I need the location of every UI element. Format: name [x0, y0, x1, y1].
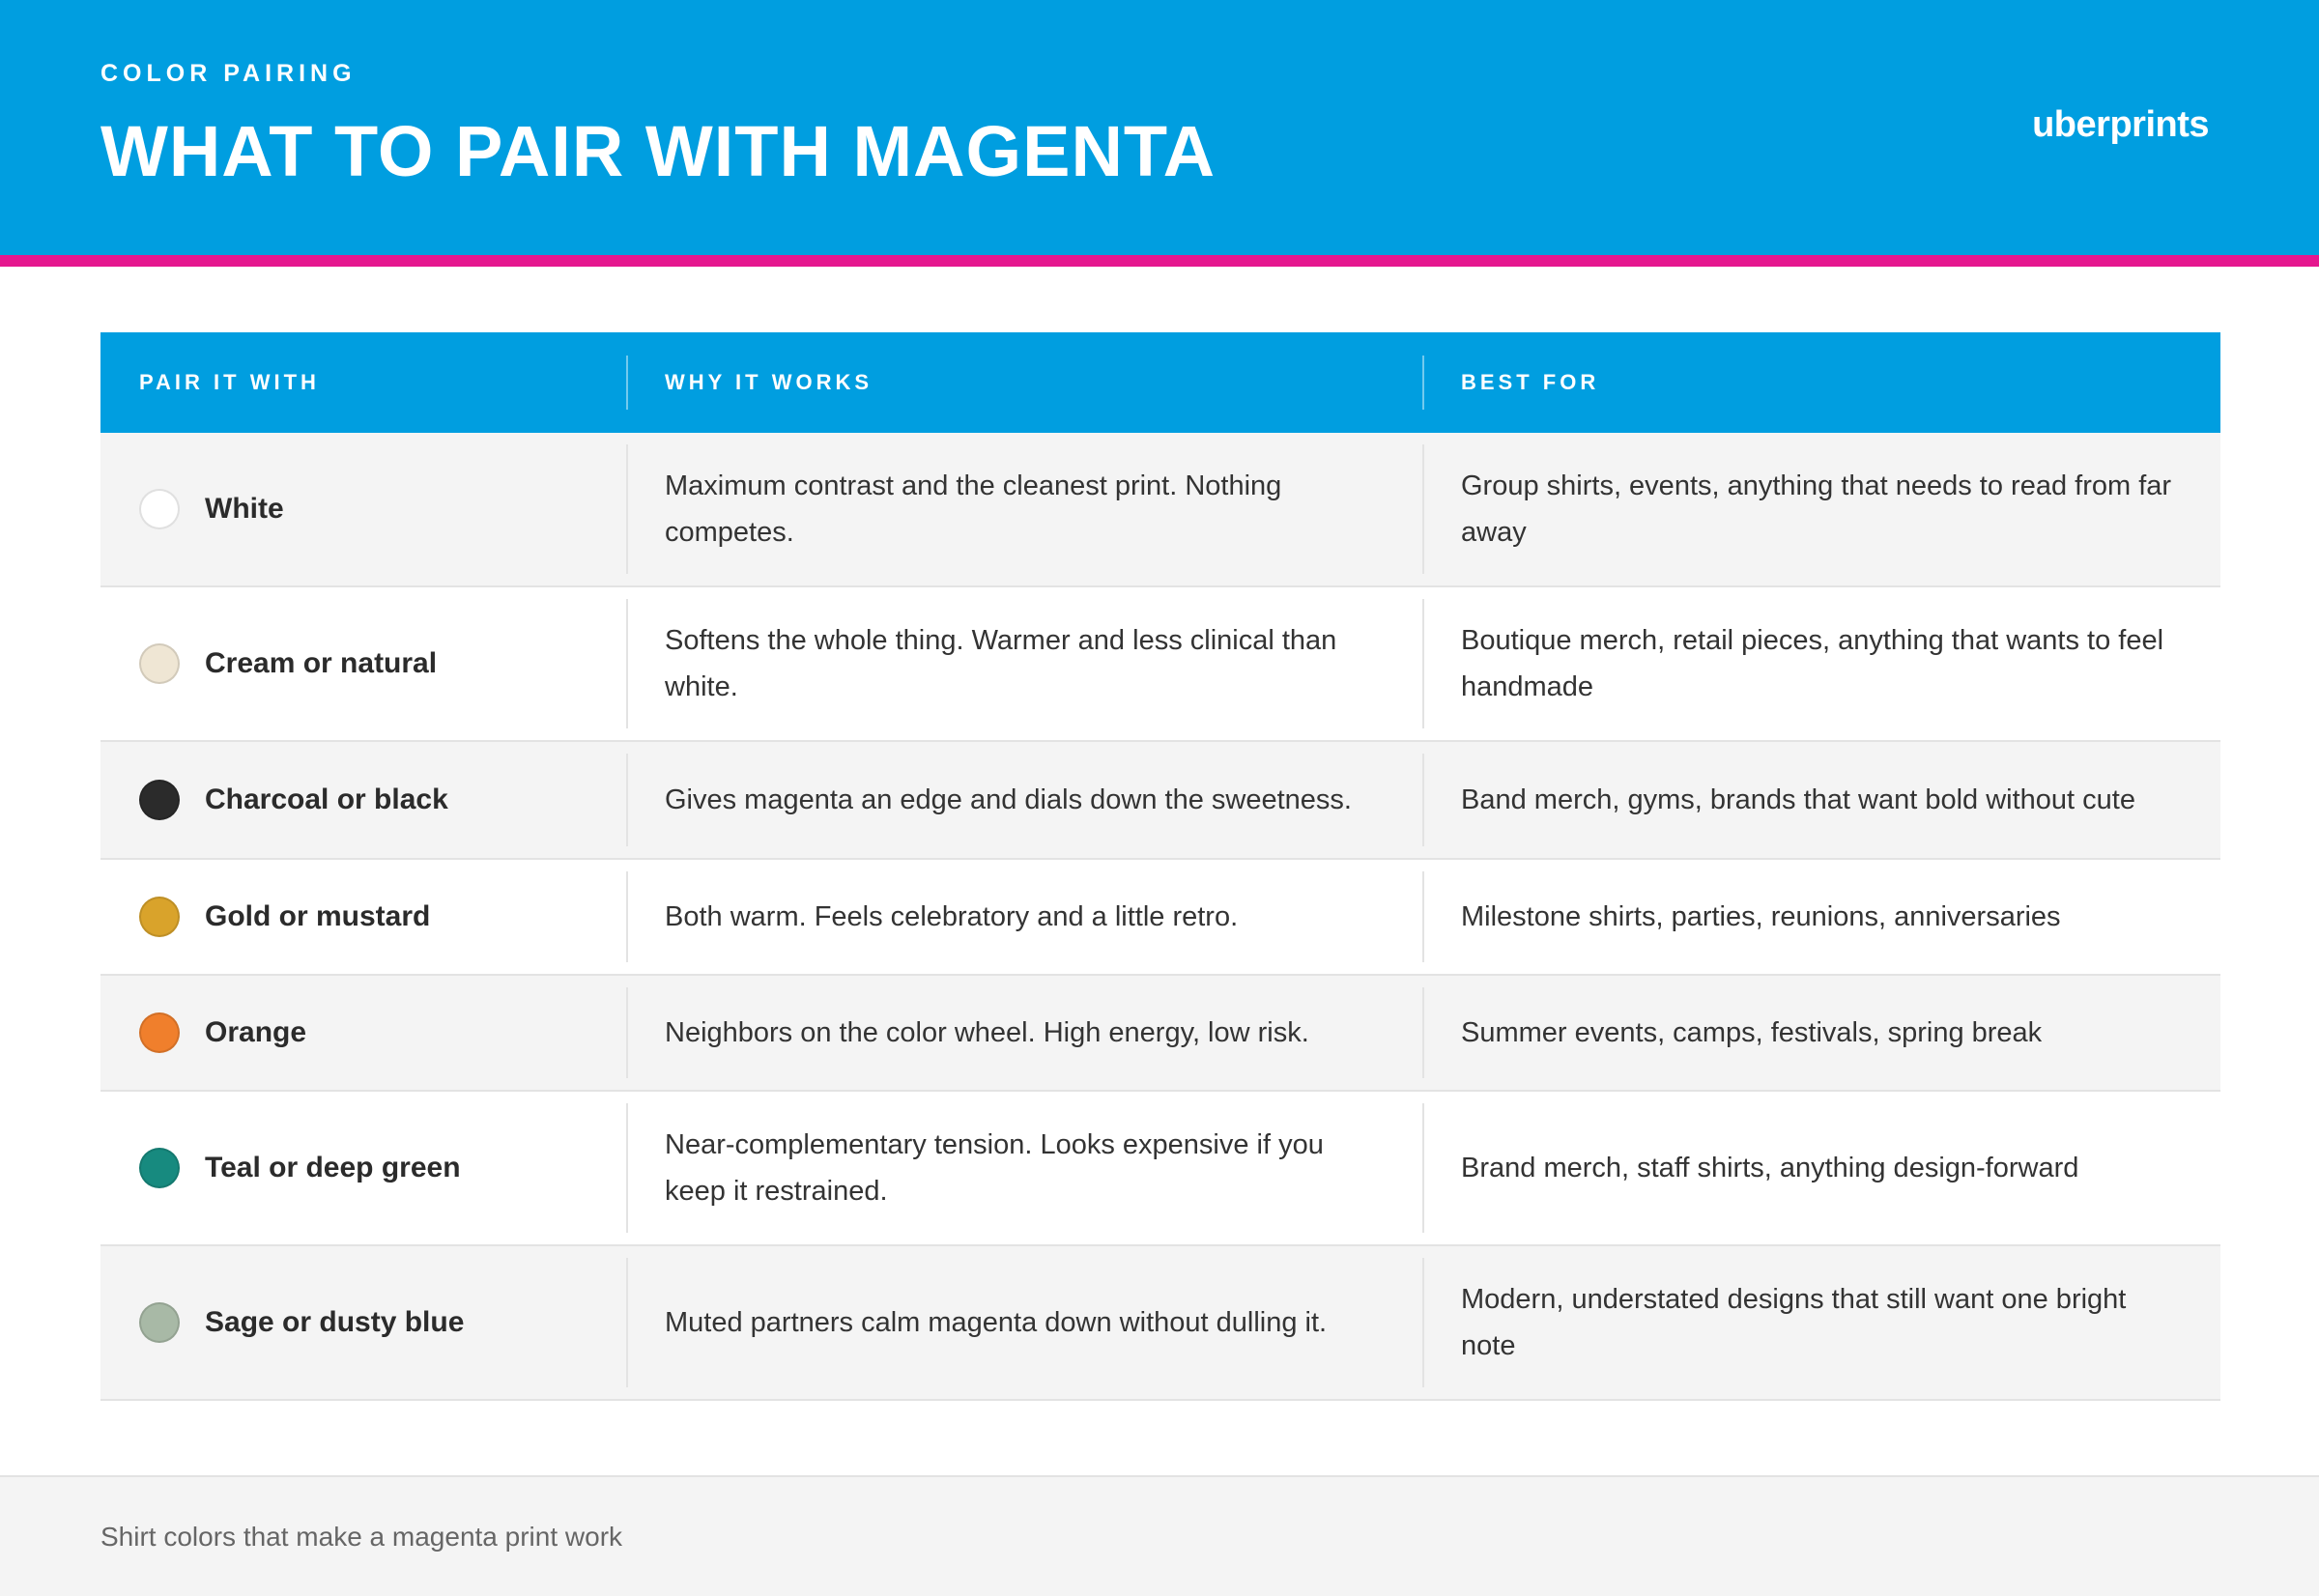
header-banner: [0, 0, 2319, 255]
pair-color-cell: [100, 1092, 626, 1244]
column-header-why-it-works: WHY IT WORKS: [626, 332, 1422, 433]
pair-color-name: Orange: [205, 1016, 307, 1048]
why-it-works-cell: Softens the whole thing. Warmer and less clinical than white.: [626, 587, 1422, 740]
color-swatch-icon: [139, 1012, 180, 1053]
column-header-pair-it-with: PAIR IT WITH: [139, 370, 320, 394]
pair-color-cell: [100, 976, 626, 1090]
color-swatch-icon: [139, 897, 180, 937]
why-it-works-cell: Gives magenta an edge and dials down the sweetness.: [626, 742, 1422, 858]
why-it-works-cell: Both warm. Feels celebratory and a little retro.: [626, 860, 1422, 974]
column-header-best-for: BEST FOR: [1422, 332, 2220, 433]
best-for-cell: Modern, understated designs that still want one bright note: [1422, 1246, 2220, 1399]
pair-color-cell: [100, 433, 626, 585]
color-swatch-icon: [139, 643, 180, 684]
best-for-cell: Band merch, gyms, brands that want bold without cute: [1422, 742, 2220, 858]
uberprints-logo: uberprints: [2032, 104, 2209, 145]
table-row: [100, 976, 2220, 1092]
pair-color-cell: [100, 742, 626, 858]
page-title: WHAT TO PAIR WITH MAGENTA: [100, 111, 1217, 191]
best-for-cell: Group shirts, events, anything that needs to read from far away: [1422, 433, 2220, 585]
table-row: [100, 742, 2220, 860]
pair-color-cell: [100, 860, 626, 974]
pair-color-name: Teal or deep green: [205, 1152, 461, 1183]
why-it-works-cell: Neighbors on the color wheel. High energy, low risk.: [626, 976, 1422, 1090]
table-row: [100, 860, 2220, 976]
pair-color-name: Cream or natural: [205, 647, 438, 679]
color-swatch-icon: [139, 1302, 180, 1343]
pair-color-name: Gold or mustard: [205, 900, 431, 932]
table-header: [100, 332, 2220, 433]
best-for-cell: Boutique merch, retail pieces, anything that wants to feel handmade: [1422, 587, 2220, 740]
table-row: [100, 587, 2220, 742]
eyebrow-label: COLOR PAIRING: [100, 60, 357, 87]
why-it-works-cell: Muted partners calm magenta down without dulling it.: [626, 1246, 1422, 1399]
best-for-cell: Milestone shirts, parties, reunions, anniversaries: [1422, 860, 2220, 974]
pair-color-cell: [100, 587, 626, 740]
pairing-table: [100, 332, 2220, 1401]
pair-color-name: White: [205, 493, 284, 525]
table-row: [100, 433, 2220, 587]
footer-caption: Shirt colors that make a magenta print work: [100, 1522, 623, 1552]
table-body: [100, 433, 2220, 1401]
table-row: [100, 1246, 2220, 1401]
color-swatch-icon: [139, 1148, 180, 1188]
pair-color-cell: [100, 1246, 626, 1399]
accent-stripe: [0, 255, 2319, 267]
why-it-works-cell: Near-complementary tension. Looks expensive if you keep it restrained.: [626, 1092, 1422, 1244]
footer: [0, 1475, 2319, 1596]
pair-color-name: Sage or dusty blue: [205, 1306, 465, 1338]
pair-color-name: Charcoal or black: [205, 784, 448, 815]
why-it-works-cell: Maximum contrast and the cleanest print. Nothing competes.: [626, 433, 1422, 585]
color-swatch-icon: [139, 489, 180, 529]
color-swatch-icon: [139, 780, 180, 820]
table-row: [100, 1092, 2220, 1246]
best-for-cell: Brand merch, staff shirts, anything design-forward: [1422, 1092, 2220, 1244]
best-for-cell: Summer events, camps, festivals, spring break: [1422, 976, 2220, 1090]
